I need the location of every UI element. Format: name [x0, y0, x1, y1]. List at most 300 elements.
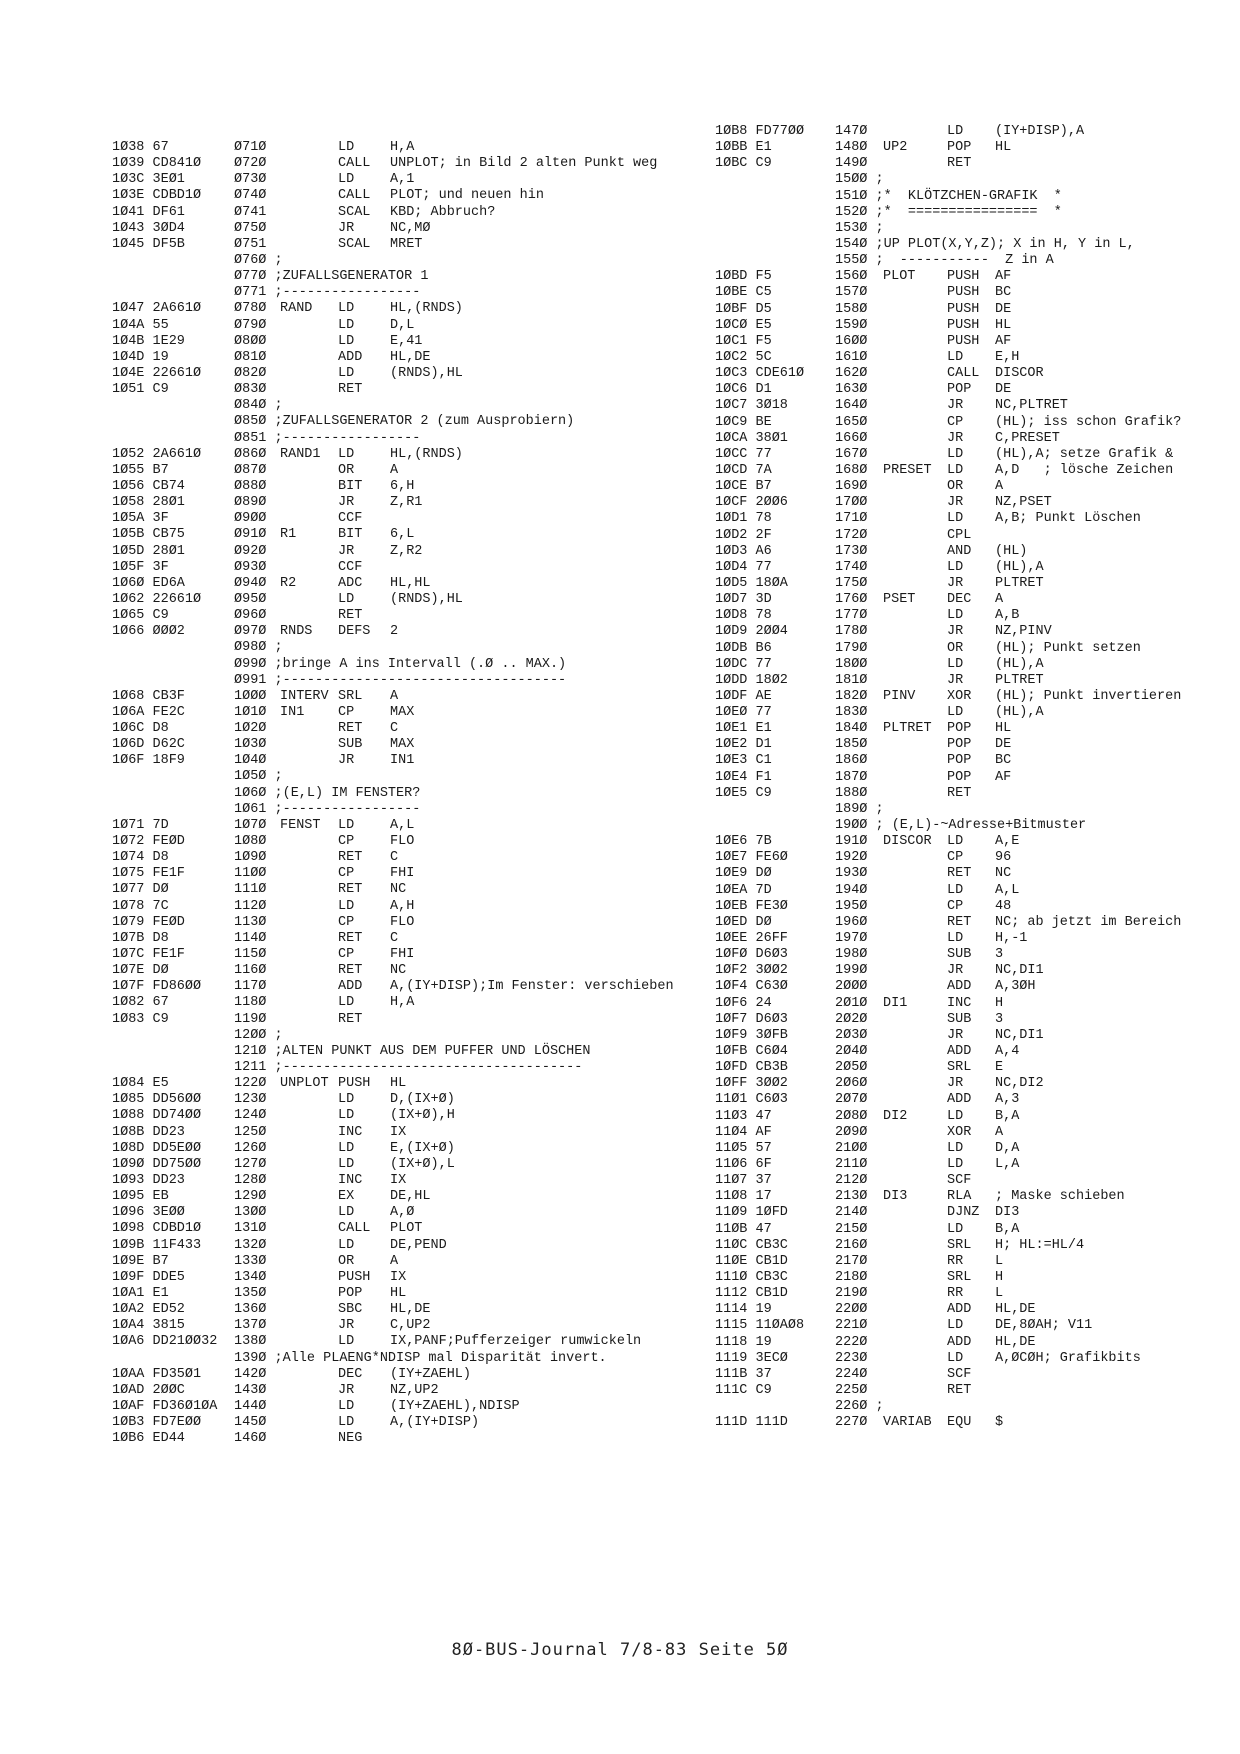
- comment-text: 155Ø ; ----------- Z in A: [835, 253, 1054, 269]
- address-hex: 1ØCA 38Ø1: [715, 430, 788, 446]
- code-line: [715, 253, 1230, 269]
- operand: PLOT: [390, 1221, 423, 1237]
- opcode: SUB: [338, 737, 363, 753]
- code-line: [715, 334, 1230, 350]
- code-line: [715, 285, 1230, 301]
- operand: FLO: [390, 914, 415, 930]
- code-line: [715, 1060, 1230, 1076]
- line-number: Ø97Ø: [234, 624, 267, 640]
- address-hex: 1Ø5F 3F: [112, 559, 169, 575]
- code-line: [715, 1044, 1230, 1060]
- address-hex: 1ØDC 77: [715, 656, 772, 672]
- operand: A,Ø: [390, 1205, 415, 1221]
- address-hex: 11Ø9 1ØFD: [715, 1205, 788, 1221]
- opcode: LD: [947, 1108, 964, 1124]
- opcode: LD: [338, 1415, 355, 1431]
- line-number: 215Ø: [835, 1221, 868, 1237]
- address-hex: 1ØAA FD35Ø1: [112, 1366, 202, 1382]
- operand: (IY+ZAEHL),NDISP: [390, 1398, 520, 1414]
- opcode: JR: [338, 1382, 355, 1398]
- line-number: Ø89Ø: [234, 495, 267, 511]
- opcode: BIT: [338, 478, 363, 494]
- opcode: LD: [338, 1140, 355, 1156]
- operand: AF: [995, 769, 1012, 785]
- opcode: LD: [338, 1205, 355, 1221]
- address-hex: 1ØC2 5C: [715, 349, 772, 365]
- operand: HL: [390, 1285, 407, 1301]
- code-line: [112, 431, 712, 447]
- address-hex: 11Ø8 17: [715, 1189, 772, 1205]
- comment-text: 15ØØ ;: [835, 172, 884, 188]
- opcode: JR: [338, 1318, 355, 1334]
- code-line: [112, 156, 712, 172]
- operand: AF: [995, 269, 1012, 285]
- address-hex: 1Ø6C D8: [112, 721, 169, 737]
- operand: (HL),A: [995, 656, 1044, 672]
- operand: L,A: [995, 1157, 1020, 1172]
- operand: H: [995, 995, 1004, 1011]
- address-hex: 1ØDB B6: [715, 640, 772, 656]
- address-hex: 1ØB8 FD77ØØ: [715, 124, 805, 139]
- opcode: LD: [947, 349, 964, 365]
- code-line: [715, 237, 1230, 253]
- address-hex: 1Ø5A 3F: [112, 511, 169, 527]
- code-line: [112, 1254, 712, 1270]
- address-hex: 1115 11ØAØ8: [715, 1318, 805, 1334]
- line-number: 132Ø: [234, 1237, 267, 1253]
- code-line: [715, 1189, 1230, 1205]
- address-hex: 1ØCØ E5: [715, 317, 772, 333]
- line-number: 131Ø: [234, 1221, 267, 1237]
- address-hex: 1ØE9 DØ: [715, 866, 772, 882]
- address-hex: 1114 19: [715, 1302, 772, 1318]
- code-line: [715, 866, 1230, 882]
- address-hex: 11Ø7 37: [715, 1173, 772, 1189]
- asm-label: PSET: [883, 592, 916, 608]
- line-number: 137Ø: [234, 1318, 267, 1334]
- address-hex: 1ØFF 3ØØ2: [715, 1076, 788, 1092]
- code-line: [112, 140, 712, 156]
- opcode: LD: [947, 931, 964, 947]
- line-number: 224Ø: [835, 1366, 868, 1382]
- opcode: CP: [338, 834, 355, 850]
- code-line: [112, 689, 712, 705]
- address-hex: 11ØE CB1D: [715, 1253, 788, 1269]
- address-hex: 1Ø82 67: [112, 995, 169, 1011]
- address-hex: 1ØCF 2ØØ6: [715, 495, 788, 511]
- code-line: [112, 1157, 712, 1173]
- address-hex: 1Ø6D D62C: [112, 737, 185, 753]
- opcode: JR: [338, 543, 355, 559]
- comment-text: 153Ø ;: [835, 220, 884, 236]
- operand: B,A: [995, 1108, 1020, 1124]
- line-number: 178Ø: [835, 624, 868, 640]
- opcode: JR: [947, 430, 964, 446]
- line-number: 111Ø: [234, 882, 267, 898]
- line-number: Ø86Ø: [234, 446, 267, 462]
- line-number: 128Ø: [234, 1173, 267, 1188]
- address-hex: 1Ø77 DØ: [112, 882, 169, 898]
- code-line: [715, 1028, 1230, 1044]
- operand: HL,(RNDS): [390, 446, 463, 462]
- address-hex: 1ØAF FD36Ø1ØA: [112, 1398, 218, 1414]
- asm-label: UP2: [883, 140, 908, 156]
- code-line: [112, 882, 712, 898]
- operand: HL,DE: [390, 1302, 431, 1318]
- page-footer: 8Ø-BUS-Journal 7/8-83 Seite 5Ø: [451, 1640, 789, 1660]
- operand: (IX+Ø),H: [390, 1108, 455, 1124]
- line-number: 161Ø: [835, 349, 868, 365]
- address-hex: 1Ø9B 11F433: [112, 1237, 202, 1253]
- code-line: [715, 479, 1230, 495]
- address-hex: 1ØE5 C9: [715, 785, 772, 801]
- code-line: [715, 302, 1230, 318]
- address-hex: 1ØCD 7A: [715, 462, 772, 478]
- code-line: [112, 1334, 712, 1350]
- code-line: [715, 544, 1230, 560]
- opcode: RET: [947, 914, 972, 930]
- opcode: JR: [947, 398, 964, 414]
- opcode: LD: [947, 1157, 964, 1172]
- address-hex: 1Ø45 DF5B: [112, 236, 185, 252]
- opcode: LD: [338, 446, 355, 462]
- line-number: 196Ø: [835, 914, 868, 930]
- opcode: CALL: [338, 1221, 371, 1237]
- opcode: LD: [338, 591, 355, 607]
- code-line: [715, 641, 1230, 657]
- operand: IX: [390, 1269, 407, 1285]
- line-number: 124Ø: [234, 1108, 267, 1124]
- opcode: LD: [338, 317, 355, 333]
- line-number: 138Ø: [234, 1334, 267, 1350]
- line-number: 182Ø: [835, 688, 868, 704]
- address-hex: 1ØEE 26FF: [715, 931, 788, 947]
- operand: 6,H: [390, 478, 415, 494]
- code-line: [715, 560, 1230, 576]
- opcode: CPL: [947, 527, 972, 543]
- opcode: LD: [947, 559, 964, 575]
- opcode: RET: [338, 963, 363, 979]
- code-line: [715, 1351, 1230, 1367]
- operand: A,3: [995, 1092, 1020, 1108]
- line-number: 146Ø: [234, 1431, 267, 1447]
- asm-label: DI3: [883, 1189, 908, 1205]
- operand: A,D ; lösche Zeichen: [995, 462, 1174, 478]
- opcode: LD: [338, 1398, 355, 1414]
- address-hex: 1ØF6 24: [715, 995, 772, 1011]
- operand: HL: [390, 1076, 407, 1092]
- opcode: LD: [338, 1334, 355, 1350]
- opcode: DJNZ: [947, 1205, 980, 1221]
- code-line: [112, 786, 712, 802]
- address-hex: 1Ø9F DDE5: [112, 1269, 185, 1285]
- asm-label: PINV: [883, 688, 916, 704]
- address-hex: 1ØC1 F5: [715, 333, 772, 349]
- code-line: [112, 495, 712, 511]
- opcode: PUSH: [947, 333, 980, 349]
- code-line: [715, 963, 1230, 979]
- operand: IX: [390, 1173, 407, 1188]
- line-number: 22ØØ: [835, 1302, 868, 1318]
- comment-text: Ø851 ;-----------------: [234, 430, 421, 446]
- code-line: [715, 705, 1230, 721]
- operand: AF: [995, 333, 1012, 349]
- operand: NZ,UP2: [390, 1382, 439, 1398]
- code-line: [112, 915, 712, 931]
- code-line: [715, 850, 1230, 866]
- code-line: [715, 1302, 1230, 1318]
- line-number: Ø79Ø: [234, 317, 267, 333]
- operand: 3: [995, 947, 1004, 963]
- code-line: [112, 1383, 712, 1399]
- line-number: Ø8ØØ: [234, 333, 267, 349]
- opcode: OR: [947, 479, 964, 495]
- opcode: POP: [947, 753, 972, 769]
- line-number: 118Ø: [234, 995, 267, 1011]
- address-hex: 1Ø95 EB: [112, 1189, 169, 1205]
- line-number: 119Ø: [234, 1011, 267, 1027]
- line-number: 2Ø3Ø: [835, 1027, 868, 1043]
- opcode: SUB: [947, 947, 972, 963]
- code-line: [112, 705, 712, 721]
- operand: BC: [995, 753, 1012, 769]
- address-hex: 1ØEØ 77: [715, 705, 772, 721]
- opcode: RET: [338, 1011, 363, 1027]
- address-hex: 11Ø5 57: [715, 1140, 772, 1156]
- line-number: Ø95Ø: [234, 591, 267, 607]
- line-number: 225Ø: [835, 1382, 868, 1398]
- code-line: [112, 479, 712, 495]
- line-number: 2Ø2Ø: [835, 1011, 868, 1027]
- code-line: [715, 1367, 1230, 1383]
- line-number: 163Ø: [835, 382, 868, 398]
- address-hex: 1ØDD 18Ø2: [715, 672, 788, 688]
- address-hex: 1ØF4 C63Ø: [715, 979, 788, 995]
- address-hex: 1Ø6A FE2C: [112, 704, 185, 720]
- line-number: 156Ø: [835, 269, 868, 285]
- line-number: 13ØØ: [234, 1205, 267, 1221]
- operand: HL,DE: [995, 1302, 1036, 1318]
- opcode: LD: [338, 1156, 355, 1172]
- code-line: [715, 1141, 1230, 1157]
- address-hex: 1Ø7B D8: [112, 930, 169, 946]
- code-line: [715, 608, 1230, 624]
- opcode: PUSH: [947, 269, 980, 285]
- address-hex: 1Ø8B DD23: [112, 1124, 185, 1140]
- operand: HL,HL: [390, 575, 431, 591]
- code-line: [112, 511, 712, 527]
- line-number: 199Ø: [835, 963, 868, 979]
- line-number: 186Ø: [835, 753, 868, 769]
- opcode: JR: [947, 624, 964, 640]
- opcode: RET: [338, 382, 363, 398]
- operand: HL,(RNDS): [390, 301, 463, 317]
- line-number: 2Ø5Ø: [835, 1060, 868, 1076]
- line-number: 1Ø8Ø: [234, 834, 267, 850]
- code-line: [112, 1108, 712, 1124]
- address-hex: 1Ø4A 55: [112, 317, 169, 333]
- comment-text: 154Ø ;UP PLOT(X,Y,Z); X in H, Y in L,: [835, 236, 1135, 252]
- code-line: [715, 1383, 1230, 1399]
- opcode: PUSH: [947, 317, 980, 333]
- comment-text: Ø76Ø ;: [234, 252, 283, 268]
- line-number: 227Ø: [835, 1415, 868, 1431]
- code-line: [112, 334, 712, 350]
- line-number: 2Ø9Ø: [835, 1124, 868, 1140]
- line-number: 171Ø: [835, 511, 868, 527]
- code-line: [112, 608, 712, 624]
- operand: E: [995, 1060, 1004, 1076]
- address-hex: 1Ø62 22661Ø: [112, 591, 202, 607]
- comment-text: Ø84Ø ;: [234, 398, 283, 414]
- address-hex: 1Ø6Ø ED6A: [112, 575, 185, 591]
- address-hex: 111C C9: [715, 1382, 772, 1398]
- operand: D,(IX+Ø): [390, 1092, 455, 1108]
- line-number: 143Ø: [234, 1382, 267, 1398]
- asm-label: R2: [280, 575, 297, 591]
- code-line: [112, 769, 712, 785]
- line-number: 149Ø: [835, 156, 868, 172]
- code-line: [112, 1092, 712, 1108]
- code-line: [715, 318, 1230, 334]
- operand: (IY+ZAEHL): [390, 1366, 472, 1382]
- code-line: [715, 1109, 1230, 1125]
- code-line: [112, 398, 712, 414]
- code-line: [715, 495, 1230, 511]
- code-line: [112, 1012, 712, 1028]
- operand: 6,L: [390, 527, 415, 543]
- address-hex: 1Ø51 C9: [112, 382, 169, 398]
- address-hex: 1Ø52 2A661Ø: [112, 446, 202, 462]
- line-number: 1Ø3Ø: [234, 737, 267, 753]
- address-hex: 1Ø72 FEØD: [112, 834, 185, 850]
- address-hex: 1Ø9E B7: [112, 1253, 169, 1269]
- operand: MRET: [390, 236, 423, 252]
- line-number: 129Ø: [234, 1189, 267, 1205]
- code-line: [715, 1254, 1230, 1270]
- address-hex: 1112 CB1D: [715, 1286, 788, 1302]
- address-hex: 1ØDF AE: [715, 688, 772, 704]
- code-line: [112, 1028, 712, 1044]
- line-number: 222Ø: [835, 1334, 868, 1350]
- line-number: 2ØØØ: [835, 979, 868, 995]
- opcode: RR: [947, 1253, 964, 1269]
- code-line: [112, 221, 712, 237]
- opcode: CCF: [338, 511, 363, 527]
- address-hex: 11Ø6 6F: [715, 1157, 772, 1172]
- address-hex: 1ØF2 3ØØ2: [715, 963, 788, 979]
- opcode: LD: [338, 817, 355, 833]
- opcode: CALL: [947, 366, 980, 382]
- code-line: [715, 834, 1230, 850]
- address-hex: 1ØCE B7: [715, 479, 772, 495]
- operand: A: [995, 592, 1004, 608]
- operand: (RNDS),HL: [390, 591, 463, 607]
- comment-text: Ø77Ø ;ZUFALLSGENERATOR 1: [234, 269, 429, 285]
- line-number: 185Ø: [835, 737, 868, 753]
- code-line: [112, 1044, 712, 1060]
- opcode: RET: [947, 156, 972, 172]
- opcode: JR: [338, 220, 355, 236]
- operand: MAX: [390, 737, 415, 753]
- line-number: 183Ø: [835, 705, 868, 721]
- code-line: [112, 463, 712, 479]
- line-number: Ø87Ø: [234, 462, 267, 478]
- opcode: EQU: [947, 1415, 972, 1431]
- code-line: [112, 253, 712, 269]
- comment-text: 151Ø ;* KLÖTZCHEN-GRAFIK *: [835, 188, 1062, 204]
- operand: C: [390, 930, 399, 946]
- opcode: CP: [338, 914, 355, 930]
- code-line: [112, 1302, 712, 1318]
- line-number: 195Ø: [835, 898, 868, 914]
- opcode: LD: [338, 1237, 355, 1253]
- opcode: LD: [947, 124, 964, 139]
- address-hex: 1ØF7 D6Ø3: [715, 1011, 788, 1027]
- operand: NC: [390, 882, 407, 898]
- code-line: [715, 786, 1230, 802]
- address-hex: 1ØB6 ED44: [112, 1431, 185, 1447]
- address-hex: 1Ø7E DØ: [112, 963, 169, 979]
- code-line: [112, 1205, 712, 1221]
- line-number: 147Ø: [835, 124, 868, 139]
- operand: $: [995, 1415, 1004, 1431]
- operand: FLO: [390, 834, 415, 850]
- operand: ; Maske schieben: [995, 1189, 1125, 1205]
- operand: KBD; Abbruch?: [390, 204, 496, 220]
- code-line: [715, 415, 1230, 431]
- address-hex: 1ØD1 78: [715, 511, 772, 527]
- opcode: RET: [338, 721, 363, 737]
- opcode: OR: [338, 462, 355, 478]
- opcode: LD: [947, 446, 964, 462]
- opcode: SCF: [947, 1366, 972, 1382]
- code-line: [715, 818, 1230, 834]
- address-hex: 1ØD7 3D: [715, 592, 772, 608]
- operand: NC,MØ: [390, 220, 431, 236]
- line-number: 191Ø: [835, 834, 868, 850]
- code-line: [112, 318, 712, 334]
- opcode: SRL: [947, 1237, 972, 1253]
- address-hex: 1Ø38 67: [112, 140, 169, 155]
- operand: 3: [995, 1011, 1004, 1027]
- address-hex: 1Ø84 E5: [112, 1076, 169, 1092]
- code-line: [715, 802, 1230, 818]
- code-line: [112, 382, 712, 398]
- line-number: 113Ø: [234, 914, 267, 930]
- operand: UNPLOT; in Bild 2 alten Punkt weg: [390, 156, 658, 172]
- code-line: [715, 979, 1230, 995]
- opcode: PUSH: [338, 1076, 371, 1092]
- opcode: LD: [338, 301, 355, 317]
- code-line: [715, 1415, 1230, 1431]
- comment-text: 1Ø6Ø ;(E,L) IM FENSTER?: [234, 785, 421, 801]
- opcode: LD: [947, 1221, 964, 1237]
- asm-label: IN1: [280, 704, 305, 720]
- asm-label: PLOT: [883, 269, 916, 285]
- operand: IN1: [390, 753, 415, 769]
- line-number: 159Ø: [835, 317, 868, 333]
- address-hex: 11Ø4 AF: [715, 1124, 772, 1140]
- opcode: PUSH: [338, 1269, 371, 1285]
- asm-label: RAND: [280, 301, 313, 317]
- line-number: 135Ø: [234, 1285, 267, 1301]
- address-hex: 1ØA1 E1: [112, 1285, 169, 1301]
- operand: L: [995, 1253, 1004, 1269]
- code-line: [112, 285, 712, 301]
- opcode: SUB: [947, 1011, 972, 1027]
- code-line: [715, 1222, 1230, 1238]
